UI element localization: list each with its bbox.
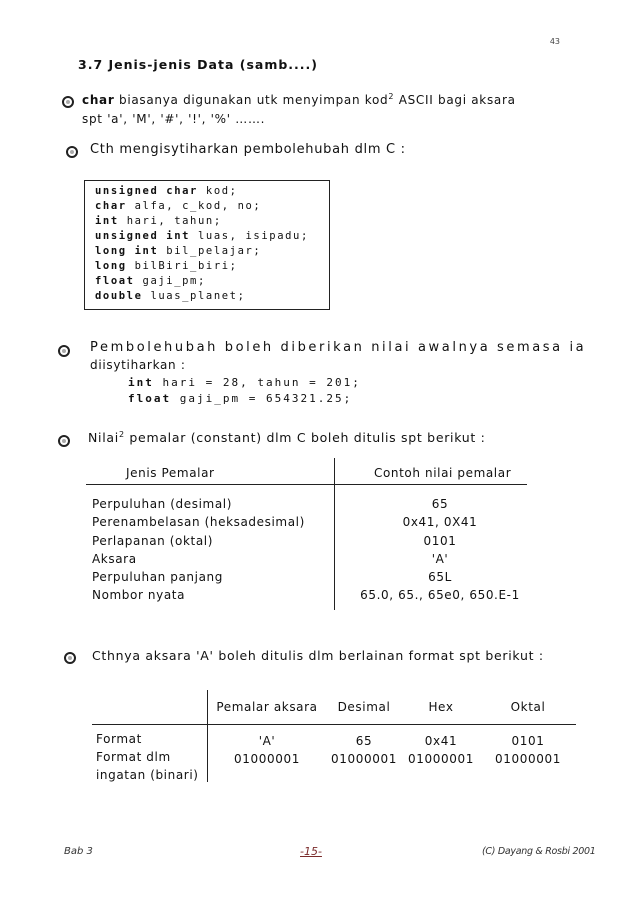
code-text: luas_planet; (150, 290, 246, 302)
superscript: 2 (118, 430, 125, 439)
code-text: alfa, c_kod, no; (134, 200, 262, 212)
code-keyword: int (128, 376, 154, 389)
code-text: bil_pelajar; (166, 245, 262, 257)
code-text: hari = 28, tahun = 201; (162, 376, 361, 389)
table1-cell-example: 65.0, 65., 65e0, 650.E-1 (360, 588, 520, 602)
code-keyword: unsigned int (95, 230, 191, 242)
code-text: gaji_pm = 654321.25; (179, 392, 353, 405)
bullet-icon (58, 345, 70, 357)
table1-cell-type: Aksara (92, 552, 137, 566)
code-text: gaji_pm; (142, 275, 206, 287)
section-heading: 3.7 Jenis-jenis Data (samb....) (78, 57, 319, 72)
table2-cell: 65 (355, 734, 373, 748)
table1-cell-type: Perlapanan (oktal) (92, 534, 214, 548)
code-keyword: char (95, 200, 127, 212)
bullet-icon (62, 96, 74, 108)
table1-cell-type: Perpuluhan panjang (92, 570, 223, 584)
paragraph-init-line2: diisytiharkan : (90, 358, 186, 372)
code-keyword: int (95, 215, 119, 227)
superscript: 2 (388, 92, 395, 101)
table2-header: Pemalar aksara (216, 700, 318, 714)
code-keyword: float (95, 275, 135, 287)
code-keyword: float (128, 392, 172, 405)
code-keyword: unsigned char (95, 185, 198, 197)
code-text: kod; (205, 185, 238, 197)
table1-cell-example: 65 (431, 497, 449, 511)
code-text: hari, tahun; (126, 215, 222, 227)
code-line (95, 230, 309, 242)
table1-cell-example: 65L (428, 570, 452, 584)
table2-row-label: Format dlm (96, 750, 171, 764)
code-text: bilBiri_biri; (134, 260, 238, 272)
table2-vertical-rule (207, 690, 208, 782)
init-code-line (128, 392, 352, 405)
table1-cell-example: 0x41, 0X41 (402, 515, 478, 529)
char-text-a: biasanya digunakan utk menyimpan kod (119, 93, 389, 107)
paragraph-format: Cthnya aksara 'A' boleh ditulis dlm berlainan format spt berikut : (92, 648, 544, 663)
table1-header-example: Contoh nilai pemalar (374, 466, 512, 480)
code-text: luas, isipadu; (197, 230, 309, 242)
code-line (95, 215, 222, 227)
table1-cell-type: Nombor nyata (92, 588, 186, 602)
code-line (95, 200, 261, 212)
code-keyword: long int (95, 245, 159, 257)
table2-row-label: Format (96, 732, 142, 746)
char-keyword: char (82, 93, 115, 107)
paragraph-declare: Cth mengisytiharkan pembolehubah dlm C : (90, 142, 406, 157)
table2-cell: 01000001 (234, 752, 300, 766)
code-keyword: double (95, 290, 143, 302)
char-text-b: ASCII bagi aksara (398, 93, 516, 107)
table1-header-type: Jenis Pemalar (126, 466, 215, 480)
code-line (95, 245, 261, 257)
table2-cell: 01000001 (408, 752, 474, 766)
init-code-line (128, 376, 361, 389)
table2-header-rule (92, 724, 576, 725)
constants-text-b: pemalar (constant) dlm C boleh ditulis spt berikut : (129, 430, 486, 446)
paragraph-init-line1: Pembolehubah boleh diberikan nilai awalnya semasa ia (90, 340, 587, 355)
table2-cell: 0101 (511, 734, 545, 748)
table2-header: Desimal (337, 700, 391, 714)
bullet-icon (58, 435, 70, 447)
footer-page: -15- (300, 845, 322, 858)
code-box (84, 180, 330, 310)
constants-text-a: Nilai (88, 430, 119, 446)
paragraph-char-line2: spt 'a', 'M', '#', '!', '%' ……. (82, 112, 266, 126)
table1-header-rule (86, 484, 527, 485)
paragraph-char (82, 92, 516, 107)
table2-cell: 01000001 (495, 752, 561, 766)
paragraph-constants (88, 430, 486, 445)
table1-cell-type: Perenambelasan (heksadesimal) (92, 515, 305, 529)
code-line (95, 260, 238, 272)
table2-row-label: ingatan (binari) (96, 768, 199, 782)
table2-cell: 01000001 (331, 752, 397, 766)
table2-header: Oktal (510, 700, 546, 714)
bullet-icon (66, 146, 78, 158)
table2-header: Hex (428, 700, 454, 714)
code-line (95, 185, 238, 197)
table1-cell-example: 0101 (423, 534, 457, 548)
code-keyword: long (95, 260, 127, 272)
page-number: 43 (549, 37, 560, 46)
code-line (95, 290, 246, 302)
table2-cell: 'A' (258, 734, 276, 748)
table1-cell-type: Perpuluhan (desimal) (92, 497, 232, 511)
table2-cell: 0x41 (424, 734, 458, 748)
table1-cell-example: 'A' (431, 552, 449, 566)
footer-chapter: Bab 3 (64, 846, 93, 857)
code-line (95, 275, 206, 287)
footer-copyright: (C) Dayang & Rosbi 2001 (482, 846, 596, 857)
bullet-icon (64, 652, 76, 664)
